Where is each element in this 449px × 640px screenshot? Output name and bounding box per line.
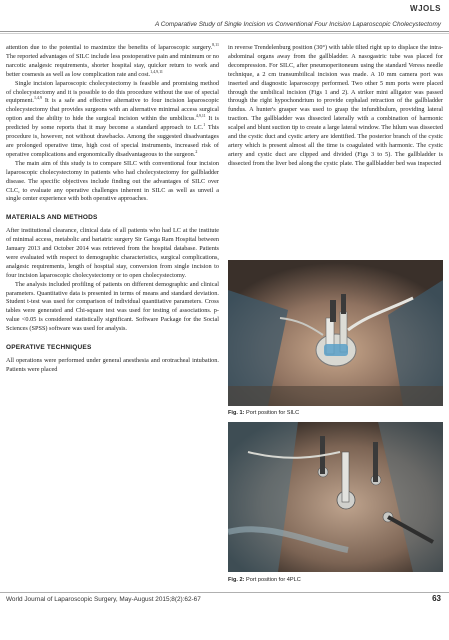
journal-brand: WJOLS	[410, 4, 441, 13]
figure-label: Fig. 2:	[228, 577, 245, 583]
figure-1-photo	[228, 260, 443, 406]
paragraph: The analysis included profiling of patients on different demographic and clinical parameters. Quantitative data is presented in terms of means and standard deviation. Student t-test was used for comparison of individual quantitative parameters. Cross tables were generated and Chi-square test was used for testing of associations. p-value <0.05 is considered statistically significant. Software Package for the Social Sciences (SPSS) software was used for analysis.	[6, 280, 219, 333]
caption-text: Port position for 4PLC	[244, 577, 301, 583]
reference: 1,4,9	[33, 95, 42, 101]
reference: 1	[203, 122, 206, 128]
surgical-photo-4plc	[228, 422, 443, 572]
paragraph	[6, 41, 219, 80]
figure-2-caption	[228, 577, 443, 583]
figure-2-photo	[228, 422, 443, 572]
paragraph: The main aim of this study is to compare SILC with conventional four incision laparoscopic cholecystectomy in patients who had cholecystectomy for gallbladder disease. The specific objectives include finding out the advantages of SILC over CLC, to evaluate any operative challenges inherent in SILC as well as unveil a single center experience with both operative approaches.	[6, 159, 219, 203]
running-title: A Comparative Study of Single Incision vs Conventional Four Incision Laparoscopic Cholecystectomy	[154, 21, 441, 28]
text-run: It is predicted by some reports that it may become a standard approach to LC.	[6, 115, 219, 132]
paragraph: All operations were performed under general anesthesia and orotracheal intubation. Patients were placed	[6, 357, 219, 373]
text-run: The reported advantages of SILC include less postoperative pain and minimum or no narcotic analgesic requirements, shorter hospital stay, quicker return to work and better cosmesis as well as low complication rate and cost.	[6, 52, 219, 78]
paragraph: After institutional clearance, clinical data of all patients who had LC at the institute of minimal access, metabolic and bariatric surgery Sir Ganga Ram Hospital between January 2013 and October 2014 was retrieved from the hospital database. Patients were evaluated with respect to demographic characteristics, surgical complications, analgesic requirements, length of hospital stay, conversion from single incision to four incision laparoscopic cholecystectomy or to open cholecystectomy.	[6, 227, 219, 279]
reference: 1,4,9,11	[150, 68, 163, 74]
reference: 8,11	[212, 41, 219, 47]
text-run: Single incision laparoscopic cholecystectomy is feasible and promising method of cholecystectomy and it is possible to do this procedure without the use of special equipment.	[6, 79, 219, 105]
figure-label: Fig. 1:	[228, 410, 245, 416]
header-rule-secondary	[0, 33, 449, 34]
surgical-photo-silc	[228, 260, 443, 406]
section-heading: MATERIALS AND METHODS	[6, 214, 98, 222]
footer-rule	[0, 592, 449, 593]
text-run: It is a safe and effective alternative to four incision laparoscopic cholecystectomy that provides surgeons with an alternative minimal access surgical option and the ability to hide the surgical incision within the umbilicus.	[6, 97, 219, 123]
caption-text: Port position for SILC	[244, 410, 300, 416]
section-heading: OPERATIVE TECHNIQUES	[6, 344, 92, 352]
left-column	[6, 41, 219, 375]
text-run: This procedure is, however, not without drawbacks. Among the suggested disadvantages are prolonged operative time, high cost of special instruments, increased risk of operative complications and ergonomically disadvantageous to the surgeon.	[6, 124, 219, 158]
page-number: 63	[432, 594, 441, 603]
journal-citation: World Journal of Laparoscopic Surgery, May-August 2015;8(2):62-67	[6, 596, 201, 603]
header-rule	[0, 31, 449, 32]
text-run: attention due to the potential to maximize the benefits of laparoscopic surgery.	[6, 44, 213, 51]
reference: 4,9,11	[195, 113, 206, 119]
reference: 2	[195, 148, 198, 154]
figure-1-caption	[228, 410, 443, 416]
paragraph	[6, 80, 219, 160]
paragraph: in reverse Trendelenburg position (30°) with table tilted right up to displace the intra-abdominal organs away from the gallbladder. A nasogastric tube was placed for decompression. For SILC, after pneumoperitoneum using the standard Veress needle technique, a 2 cm transumbilical incision was made. A 10 mm camera port was inserted and diagnostic laparoscopy performed. Two other 5 mm ports were placed through the umbilical incision (Figs 1 and 2). A striker mini alligator was passed through the right hypochondrium to provide cephalad retraction of the gallbladder fundus. A hunter's grasper was used to grasp the infundibulum, providing lateral traction. The gallbladder was dissected laterally with a combination of harmonic scalpel and blunt suction tip to create a large lateral window. The hilum was dissected and the cystic duct and cystic artery are identified. The posterior branch of the cystic artery which is present almost all the time is coagulated with harmonic. The cystic artery and cystic duct are clipped and divided (Figs 3 to 5). The gallbladder is dissected from the liver bed along the cystic plate. The gallbladder bed was inspected	[228, 44, 443, 167]
right-column	[228, 44, 443, 169]
